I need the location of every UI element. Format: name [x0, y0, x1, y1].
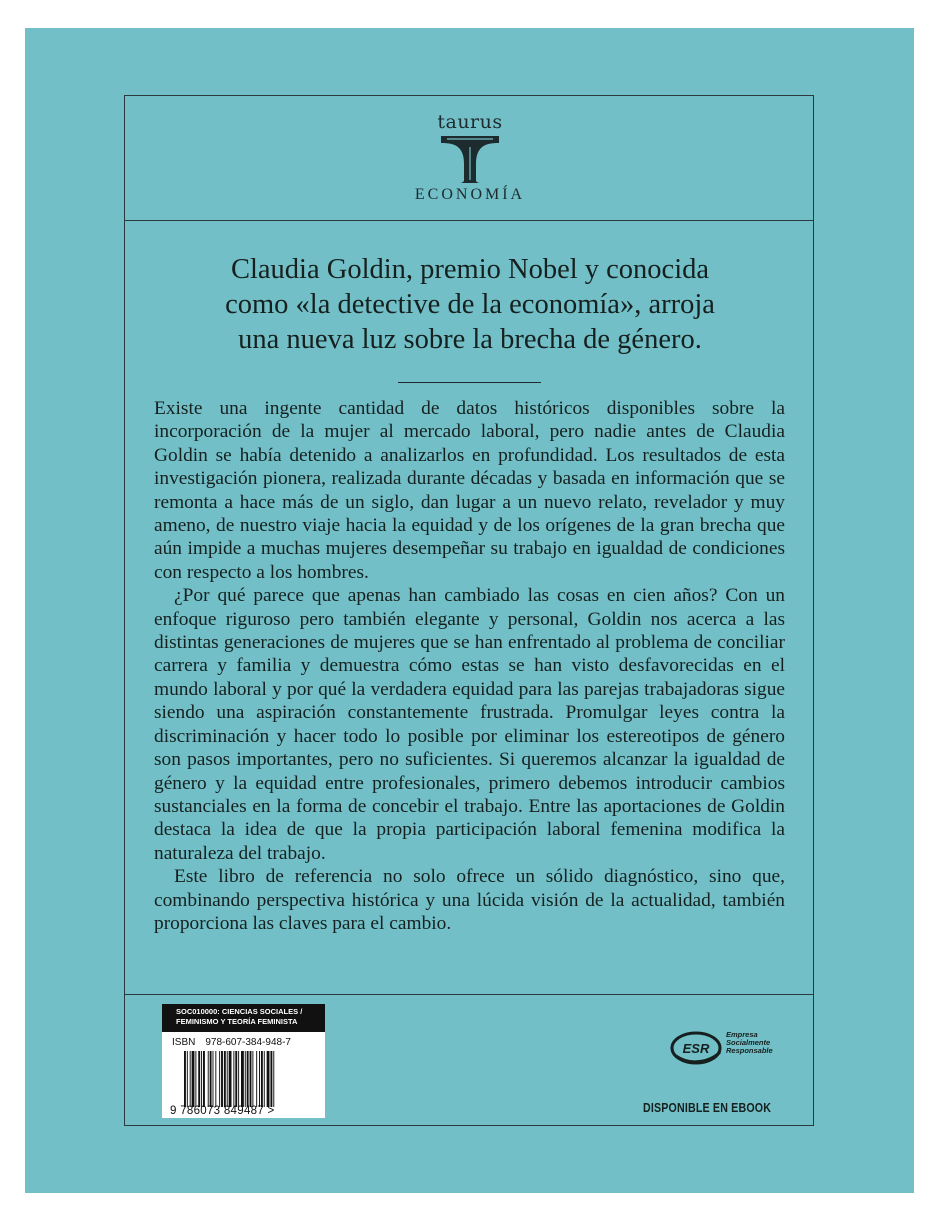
barcode-bar	[184, 1051, 186, 1107]
taurus-t-emblem-icon	[439, 134, 501, 184]
barcode-bar	[273, 1051, 274, 1107]
barcode-bar	[267, 1051, 270, 1107]
esr-caption-line: Socialmente	[726, 1038, 771, 1047]
synopsis-paragraph: Este libro de referencia no solo ofrece un sólido diagnóstico, sino que, combinando perspectiva histórica y una lúcida visión de la actualidad, también proporciona las claves para el cambio.	[154, 866, 785, 934]
barcode-bar	[256, 1051, 257, 1107]
barcode-bar	[201, 1051, 202, 1107]
ebook-availability: DISPONIBLE EN EBOOK	[643, 1100, 772, 1115]
barcode-bar	[208, 1051, 209, 1107]
barcode-bar	[261, 1051, 263, 1107]
barcode-bar	[238, 1051, 239, 1107]
barcode-bar	[270, 1051, 272, 1107]
barcode-bar	[252, 1051, 253, 1107]
barcode-bar	[210, 1051, 212, 1107]
barcode-bar	[198, 1051, 200, 1107]
barcode-bar	[233, 1051, 234, 1107]
barcode-panel	[162, 1004, 325, 1118]
barcode-bar	[227, 1051, 228, 1107]
headline	[150, 252, 790, 357]
isbn-line	[172, 1037, 291, 1048]
barcode-bar	[250, 1051, 252, 1107]
barcode-bar	[221, 1051, 223, 1107]
barcode-digits: 9 786073 849487 >	[170, 1105, 275, 1117]
barcode-bar	[245, 1051, 246, 1107]
category-label	[162, 1004, 325, 1032]
barcode-bar	[241, 1051, 244, 1107]
headline-rule	[398, 382, 541, 383]
barcode-bar	[229, 1051, 232, 1107]
barcode-bar	[264, 1051, 265, 1107]
barcode-bar	[187, 1051, 188, 1107]
barcode-bar	[215, 1051, 216, 1107]
esr-caption-line: Empresa	[726, 1030, 758, 1039]
barcode-bar	[192, 1051, 195, 1107]
esr-caption-line: Responsable	[726, 1046, 773, 1055]
category-line: SOC010000: CIENCIAS SOCIALES /	[176, 1007, 303, 1016]
barcode-bar	[203, 1051, 205, 1107]
synopsis	[154, 397, 785, 935]
esr-logo-text: ESR	[682, 1041, 710, 1056]
isbn-label: ISBN	[172, 1037, 196, 1048]
series-name: ECONOMÍA	[414, 186, 526, 203]
barcode-bar	[219, 1051, 220, 1107]
barcode-bar	[213, 1051, 214, 1107]
barcode-bar	[259, 1051, 260, 1107]
synopsis-paragraph: ¿Por qué parece que apenas han cambiado las cosas en cien años? Con un enfoque riguroso pero también elegante y personal, Goldin nos acerca a las distintas generaciones de mujeres que se han enfrentado al problema de conciliar carrera y familia y demuestra cómo estas se han visto desfavorecidas en el mundo laboral y por qué la verdadera equidad para las parejas trabajadoras sigue siendo una aspiración constantemente frustrada. Promulgar leyes contra la discriminación y hacer todo lo posible por eliminar los estereotipos de género son pasos importantes, pero no suficientes. Si queremos alcanzar la igualdad de género y la equidad entre profesionales, primero debemos introducir cambios sustanciales en la forma de concebir el trabajo. Entre las aportaciones de Goldin destaca la idea de que la propia participación laboral femenina modifica la naturaleza del trabajo.	[154, 585, 785, 864]
barcode-bar	[247, 1051, 249, 1107]
synopsis-paragraph: Existe una ingente cantidad de datos históricos disponibles sobre la incorporación de la mujer al mercado laboral, pero nadie antes de Claudia Goldin se había detenido a analizarlos en profundidad. Los resultados de esta investigación pionera, realizada durante décadas y basada en información que se remonta a hace más de un siglo, dan lugar a un nuevo relato, revelador y muy ameno, de nuestro viaje hacia la equidad y de los orígenes de la gran brecha que aún impide a muchas mujeres desempeñar su trabajo en igualdad de condiciones con respecto a los hombres.	[154, 398, 785, 583]
category-line: FEMINISMO Y TEORÍA FEMINISTA	[176, 1017, 298, 1026]
publisher-logo	[370, 112, 570, 204]
headline-line: Claudia Goldin, premio Nobel y conocida	[230, 254, 710, 285]
footer-divider	[124, 994, 814, 995]
header-divider	[124, 220, 814, 221]
barcode-bar	[224, 1051, 226, 1107]
barcode-bar	[190, 1051, 191, 1107]
barcode-bar	[235, 1051, 237, 1107]
barcode-bar	[195, 1051, 196, 1107]
headline-line: como «la detective de la economía», arroja	[225, 289, 715, 320]
esr-caption	[726, 1031, 773, 1055]
headline-line: una nueva luz sobre la brecha de género.	[238, 324, 702, 355]
isbn-value: 978-607-384-948-7	[205, 1037, 291, 1048]
publisher-brand: taurus	[437, 111, 503, 133]
barcode-icon	[184, 1051, 306, 1107]
